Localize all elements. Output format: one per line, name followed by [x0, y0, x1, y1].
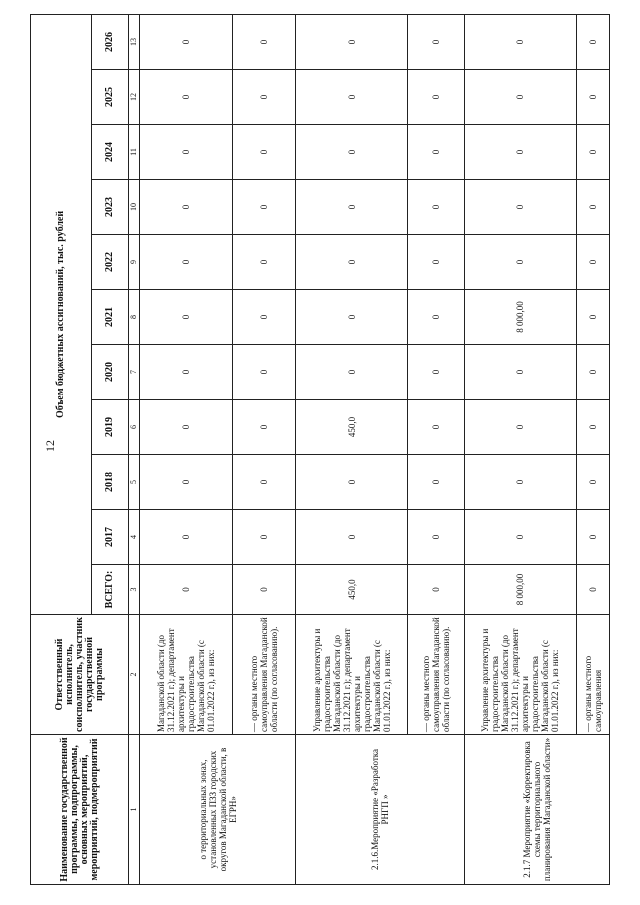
row-responsible: — органы местного самоуправления Магаданской области (по согласованию). [232, 615, 295, 735]
cell-value: 0 [295, 455, 408, 510]
row-name: о территориальных зонах, установленных ПЗЗ городских округов Магаданской области, в ЕГРН» [140, 735, 295, 885]
cell-value: 0 [577, 455, 610, 510]
cell-value: 0 [232, 70, 295, 125]
header-year: 2021 [92, 290, 129, 345]
header-year: 2026 [92, 14, 129, 69]
cell-value: 0 [577, 400, 610, 455]
cell-value: 0 [140, 455, 232, 510]
cell-value: 0 [295, 70, 408, 125]
cell-value: 0 [140, 70, 232, 125]
cell-value: 0 [408, 14, 464, 69]
cell-value: 0 [232, 345, 295, 400]
cell-value: 8 000,00 [464, 290, 577, 345]
cell-value: 0 [464, 125, 577, 180]
cell-value: 0 [464, 14, 577, 69]
cell-total: 0 [408, 565, 464, 615]
cell-value: 0 [295, 510, 408, 565]
col-number: 10 [129, 180, 140, 235]
cell-value: 0 [464, 180, 577, 235]
cell-value: 0 [295, 125, 408, 180]
cell-value: 0 [295, 345, 408, 400]
page-number: 12 [43, 440, 57, 452]
cell-value: 0 [577, 70, 610, 125]
cell-total: 0 [577, 565, 610, 615]
cell-value: 0 [408, 180, 464, 235]
header-budget: Объем бюджетных ассигнований, тыс. рублей [31, 14, 92, 614]
header-name: Наименование государственной программы, подпрограммы, основных мероприятий, мероприятий, подмероприятий [31, 735, 129, 885]
cell-value: 0 [464, 455, 577, 510]
cell-value: 0 [408, 510, 464, 565]
cell-value: 450,0 [295, 400, 408, 455]
cell-value: 0 [295, 180, 408, 235]
cell-value: 0 [464, 510, 577, 565]
cell-value: 0 [408, 125, 464, 180]
header-responsible: Ответственный исполнитель, соисполнитель, участник государственной программы [31, 615, 129, 735]
cell-value: 0 [577, 510, 610, 565]
column-numbers-row [129, 14, 140, 884]
cell-total: 450,0 [295, 565, 408, 615]
cell-value: 0 [140, 510, 232, 565]
cell-value: 0 [140, 125, 232, 180]
header-year: 2020 [92, 345, 129, 400]
cell-value: 0 [577, 180, 610, 235]
cell-total: 0 [232, 565, 295, 615]
cell-value: 0 [140, 180, 232, 235]
cell-value: 0 [295, 235, 408, 290]
cell-value: 0 [232, 180, 295, 235]
cell-value: 0 [232, 125, 295, 180]
header-year: 2024 [92, 125, 129, 180]
cell-value: 0 [295, 14, 408, 69]
col-number: 8 [129, 290, 140, 345]
cell-value: 0 [577, 235, 610, 290]
cell-value: 0 [408, 290, 464, 345]
header-year: 2022 [92, 235, 129, 290]
cell-value: 0 [140, 400, 232, 455]
cell-value: 0 [232, 235, 295, 290]
budget-table [30, 14, 610, 885]
col-number: 4 [129, 510, 140, 565]
col-number: 11 [129, 125, 140, 180]
cell-value: 0 [464, 345, 577, 400]
cell-value: 0 [232, 510, 295, 565]
cell-value: 0 [408, 235, 464, 290]
cell-value: 0 [140, 235, 232, 290]
cell-value: 0 [140, 14, 232, 69]
col-number: 7 [129, 345, 140, 400]
cell-value: 0 [408, 345, 464, 400]
col-number: 13 [129, 14, 140, 69]
cell-value: 0 [577, 290, 610, 345]
row-responsible: Магаданской области (до 31.12.2021 г.); департамент архитектуры и градостроительства Магаданской области (с 01.01.2022 г.), из них: [140, 615, 232, 735]
cell-value: 0 [140, 345, 232, 400]
cell-value: 0 [232, 14, 295, 69]
cell-value: 0 [464, 70, 577, 125]
cell-value: 0 [408, 70, 464, 125]
col-number: 5 [129, 455, 140, 510]
col-number: 6 [129, 400, 140, 455]
row-responsible: Управление архитектуры и градостроительства Магаданской области (до 31.12.2021 г.); департамент архитектуры и градостроительства Магаданской области (с 01.01.2022 г.), из них: [295, 615, 408, 735]
cell-value: 0 [408, 455, 464, 510]
table-row [295, 14, 408, 884]
cell-value: 0 [408, 400, 464, 455]
cell-total: 8 000,00 [464, 565, 577, 615]
header-year: 2023 [92, 180, 129, 235]
col-number: 2 [129, 615, 140, 735]
cell-value: 0 [232, 400, 295, 455]
row-name: 2.1.7 Мероприятие «Корректировка схемы территориального планирования Магаданской области» [464, 735, 609, 885]
header-total: ВСЕГО: [92, 565, 129, 615]
row-responsible: — органы местного самоуправления Магаданской области (по согласованию). [408, 615, 464, 735]
row-name: 2.1.6.Мероприятие «Разработка РНГП » [295, 735, 464, 885]
cell-value: 0 [577, 125, 610, 180]
header-year: 2025 [92, 70, 129, 125]
table-row [464, 14, 577, 884]
rotated-page [30, 15, 610, 885]
header-year: 2017 [92, 510, 129, 565]
table-row [140, 14, 232, 884]
col-number: 9 [129, 235, 140, 290]
cell-value: 0 [464, 400, 577, 455]
cell-total: 0 [140, 565, 232, 615]
cell-value: 0 [577, 14, 610, 69]
cell-value: 0 [577, 345, 610, 400]
cell-value: 0 [232, 290, 295, 345]
row-responsible: — органы местного самоуправления [577, 615, 610, 735]
col-number: 12 [129, 70, 140, 125]
row-responsible: Управление архитектуры и градостроительства Магаданской области (до 31.12.2021 г.); департамент архитектуры и градостроительства Магаданской области (с 01.01.2022 г.), из них: [464, 615, 577, 735]
col-number: 1 [129, 735, 140, 885]
cell-value: 0 [232, 455, 295, 510]
cell-value: 0 [464, 235, 577, 290]
cell-value: 0 [295, 290, 408, 345]
header-year: 2019 [92, 400, 129, 455]
col-number: 3 [129, 565, 140, 615]
cell-value: 0 [140, 290, 232, 345]
header-year: 2018 [92, 455, 129, 510]
